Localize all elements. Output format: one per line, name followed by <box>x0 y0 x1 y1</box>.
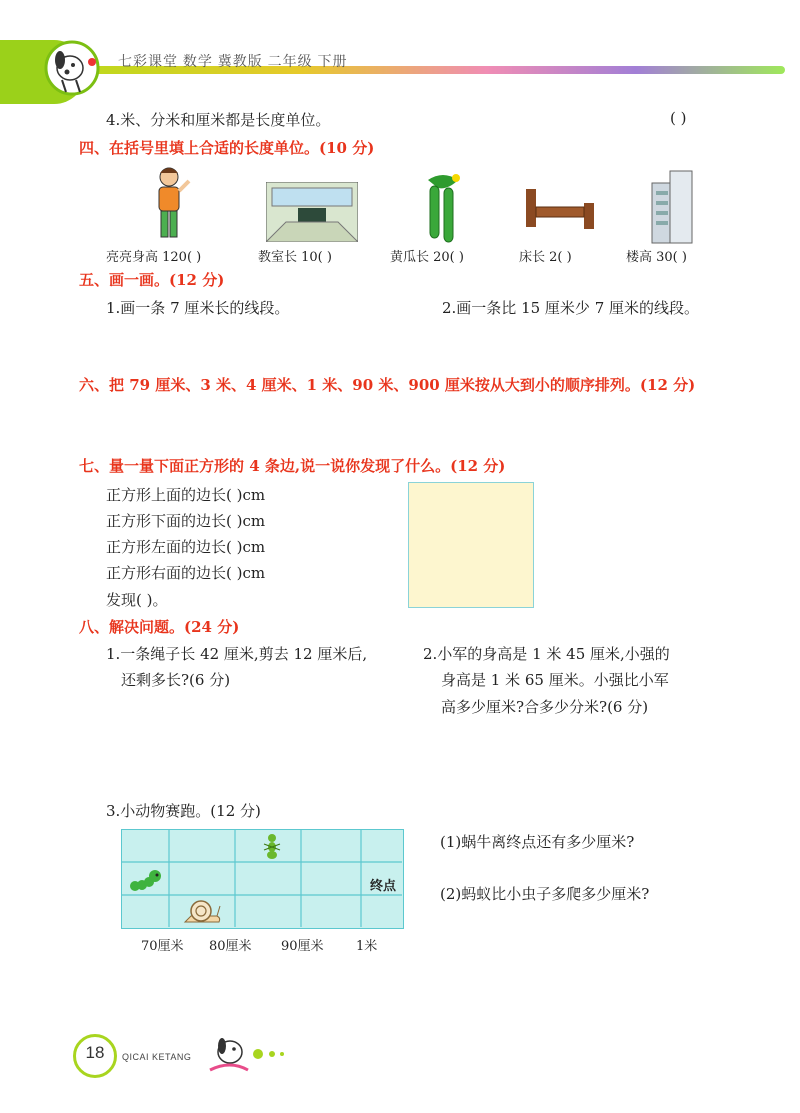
snail-icon <box>183 898 223 926</box>
discovery-line: 发现( )。 <box>106 591 168 609</box>
fill-item-cucumber: 黄瓜长 20( ) <box>390 250 464 265</box>
finish-label: 终点 <box>370 879 397 894</box>
problem-3-sub-2: (2)蚂蚁比小虫子多爬多少厘米? <box>440 885 650 903</box>
section-8-title: 八、解决问题。(24 分) <box>79 618 240 636</box>
section-5-question-1: 1.画一条 7 厘米长的线段。 <box>106 299 290 317</box>
axis-label-80cm: 80厘米 <box>209 939 252 954</box>
building-image <box>648 167 698 245</box>
caterpillar-icon <box>127 866 163 894</box>
fill-item-classroom: 教室长 10( ) <box>258 250 332 265</box>
square-right-edge-line: 正方形右面的边长( )cm <box>106 564 266 582</box>
fill-item-bed: 床长 2( ) <box>519 250 572 265</box>
dog-mascot-icon <box>40 38 110 100</box>
cucumber-image <box>418 170 468 244</box>
classroom-image <box>266 182 358 242</box>
problem-2-line-1: 2.小军的身高是 1 米 45 厘米,小强的 <box>423 645 670 663</box>
bed-image <box>522 185 598 231</box>
problem-1-line-1: 1.一条绳子长 42 厘米,剪去 12 厘米后, <box>106 645 368 663</box>
axis-label-1m: 1米 <box>356 939 378 954</box>
section-7-title: 七、量一量下面正方形的 4 条边,说一说你发现了什么。(12 分) <box>79 457 506 475</box>
measure-square <box>408 482 534 608</box>
axis-label-70cm: 70厘米 <box>141 939 184 954</box>
section-4-title: 四、在括号里填上合适的长度单位。(10 分) <box>79 139 375 157</box>
problem-3-title: 3.小动物赛跑。(12 分) <box>106 802 261 820</box>
section-5-question-2: 2.画一条比 15 厘米少 7 厘米的线段。 <box>442 299 700 317</box>
fill-item-height: 亮亮身高 120( ) <box>106 250 202 265</box>
section-5-title: 五、画一画。(12 分) <box>79 271 225 289</box>
page-number: 18 <box>85 1043 105 1062</box>
problem-2-line-3: 高多少厘米?合多少分米?(6 分) <box>441 698 649 716</box>
fill-item-building: 楼高 30( ) <box>626 250 687 265</box>
axis-label-90cm: 90厘米 <box>281 939 324 954</box>
header-title: 七彩课堂 数学 冀教版 二年级 下册 <box>118 53 348 69</box>
section-6-title: 六、把 79 厘米、3 米、4 厘米、1 米、90 米、900 厘米按从大到小的顺序排列。(12 分) <box>79 376 696 394</box>
problem-3-sub-1: (1)蜗牛离终点还有多少厘米? <box>440 833 635 851</box>
boy-liangliang-image <box>145 165 195 243</box>
ant-icon <box>260 832 284 860</box>
footer-brand: QICAI KETANG <box>122 1052 192 1062</box>
square-top-edge-line: 正方形上面的边长( )cm <box>106 486 266 504</box>
square-bottom-edge-line: 正方形下面的边长( )cm <box>106 512 266 530</box>
footer-mascot-icon <box>200 1030 300 1076</box>
question-4-bracket: ( ) <box>670 109 687 127</box>
square-left-edge-line: 正方形左面的边长( )cm <box>106 538 266 556</box>
question-4-text: 4.米、分米和厘米都是长度单位。 <box>106 111 331 129</box>
problem-1-line-2: 还剩多长?(6 分) <box>121 671 231 689</box>
problem-2-line-2: 身高是 1 米 65 厘米。小强比小军 <box>441 671 669 689</box>
